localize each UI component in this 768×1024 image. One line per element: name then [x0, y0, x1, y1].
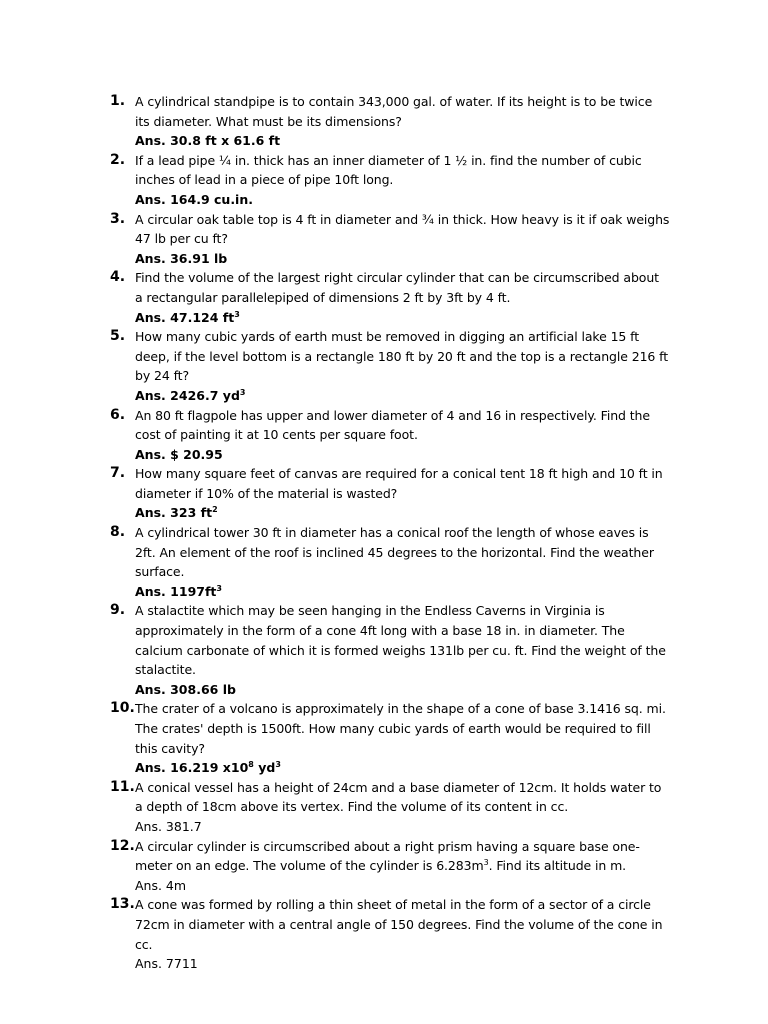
problem-answer: Ans. $ 20.95: [135, 446, 223, 462]
problem-answer: Ans. 164.9 cu.in.: [135, 191, 253, 207]
problem-item: [110, 699, 670, 777]
problem-number: 3.: [110, 210, 126, 227]
problem-answer: Ans. 2426.7 $yd^3$: [135, 387, 246, 403]
problem-item: [110, 92, 670, 151]
problem-item: [110, 895, 670, 973]
problem-item: [110, 601, 670, 699]
problem-number: 2.: [110, 151, 126, 168]
problem-item: [110, 327, 670, 405]
problem-item: [110, 778, 670, 837]
problem-number: 7.: [110, 465, 126, 482]
problem-answer: Ans. 308.66 lb: [135, 681, 236, 697]
problem-list: [110, 92, 670, 974]
problem-answer: Ans. 4m: [135, 877, 187, 893]
problem-number: 4.: [110, 269, 126, 286]
problem-item: [110, 523, 670, 601]
problem-item: [110, 464, 670, 523]
problem-question: A conical vessel has a height of 24cm and a base diameter of 12cm. It holds water to a depth of 18cm above its vertex. Find the volume of its content in cc.: [135, 779, 662, 815]
problem-item: [110, 268, 670, 327]
problem-number: 10.: [110, 700, 135, 717]
problem-question: How many cubic yards of earth must be removed in digging an artificial lake 15 ft deep, if the level bottom is a rectangle 180 ft by 20 ft and the top is a rectangle 216 ft by 24 ft?: [135, 329, 669, 384]
problem-answer: Ans. 36.91 lb: [135, 250, 228, 266]
problem-item: [110, 151, 670, 210]
problem-question: A cone was formed by rolling a thin sheet of metal in the form of a sector of a circle 72cm in diameter with a central angle of 150 degrees. Find the volume of the cone in cc.: [135, 897, 663, 952]
problem-number: 1.: [110, 93, 126, 109]
problem-question: A circular cylinder is circumscribed about a right prism having a square base one-meter on an edge. The volume of the cylinder is $6.283m^3$. Find its altitude in m.: [135, 838, 640, 874]
problem-item: [110, 210, 670, 269]
problem-item: [110, 406, 670, 465]
problem-question: A cylindrical tower 30 ft in diameter has a conical roof the length of whose eaves is 2ft. An element of the roof is inclined 45 degrees to the horizontal. Find the weather surface.: [135, 525, 654, 580]
problem-item: [110, 837, 670, 896]
problem-question: A stalactite which may be seen hanging in the Endless Caverns in Virginia is approximately in the form of a cone 4ft long with a base 18 in. in diameter. The calcium carbonate of which it is formed weighs 131lb per cu. ft. Find the weight of the stalactite.: [135, 603, 666, 678]
problem-question: If a lead pipe ¼ in. thick has an inner diameter of 1 ½ in. find the number of cubic inches of lead in a piece of pipe 10ft long.: [135, 152, 642, 188]
problem-answer: Ans. 323 $ft^2$: [135, 505, 218, 521]
problem-answer: Ans. 47.124 $ft^3$: [135, 309, 240, 325]
problem-number: 6.: [110, 406, 126, 423]
problem-question: A cylindrical standpipe is to contain 343,000 gal. of water. If its height is to be twice its diameter. What must be its dimensions?: [135, 94, 653, 129]
problem-number: 5.: [110, 328, 126, 345]
problem-number: 12.: [110, 837, 135, 854]
problem-number: 13.: [110, 896, 135, 913]
problem-number: 9.: [110, 602, 126, 619]
problem-answer: Ans. 16.219 $x10^8$ $yd^3$: [135, 760, 281, 776]
problem-answer: Ans. 381.7: [135, 818, 202, 834]
problem-question: The crater of a volcano is approximately in the shape of a cone of base 3.1416 sq. mi. The crates' depth is 1500ft. How many cubic yards of earth would be required to fill this cavity?: [135, 701, 666, 756]
problem-answer: Ans. 7711: [135, 956, 198, 972]
problem-answer: Ans. $1197ft^3$: [135, 583, 222, 599]
problem-question: An 80 ft flagpole has upper and lower diameter of 4 and 16 in respectively. Find the cost of painting it at 10 cents per square foot.: [135, 407, 650, 443]
problem-answer: Ans. 30.8 ft x 61.6 ft: [135, 133, 281, 149]
problem-question: How many square feet of canvas are required for a conical tent 18 ft high and 10 ft in diameter if 10% of the material is wasted?: [135, 466, 663, 501]
problem-question: Find the volume of the largest right circular cylinder that can be circumscribed about a rectangular parallelepiped of dimensions 2 ft by 3ft by 4 ft.: [135, 270, 659, 305]
problem-number: 8.: [110, 524, 126, 541]
problem-question: A circular oak table top is 4 ft in diameter and ¾ in thick. How heavy is it if oak weighs 47 lb per cu ft?: [135, 211, 670, 247]
problem-number: 11.: [110, 778, 135, 795]
